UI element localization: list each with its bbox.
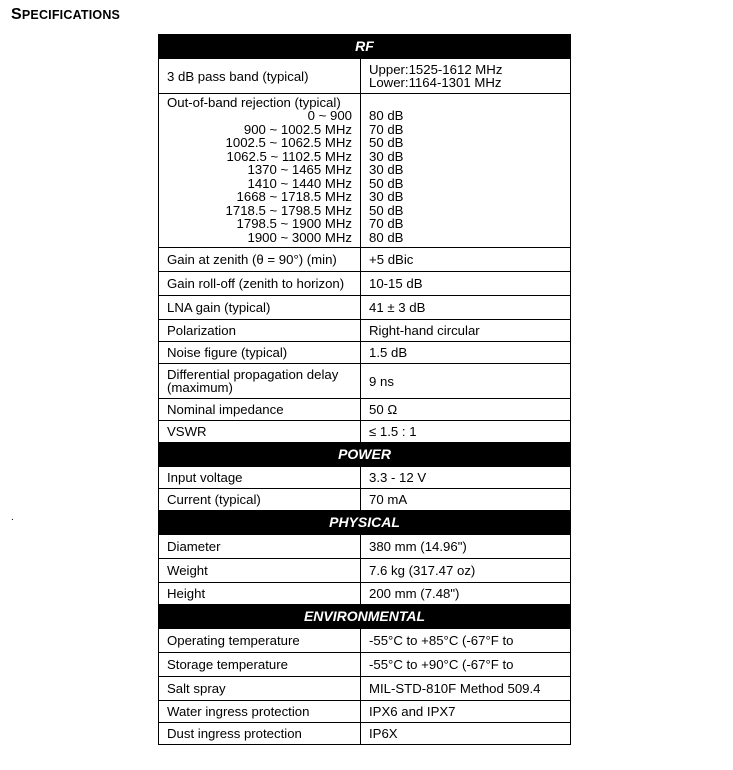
table-row xyxy=(159,559,571,583)
spec-value: MIL-STD-810F Method 509.4 xyxy=(361,677,571,701)
spec-label: Differential propagation delay (maximum) xyxy=(159,364,361,399)
table-row xyxy=(159,677,571,701)
page-title-rest: PECIFICATIONS xyxy=(21,8,121,22)
spec-value: 41 ± 3 dB xyxy=(361,296,571,320)
section-header-rf xyxy=(159,35,571,59)
rejection-values-cell xyxy=(361,94,571,248)
spec-value: IP6X xyxy=(361,723,571,745)
section-header-environmental xyxy=(159,605,571,629)
spec-label: Dust ingress protection xyxy=(159,723,361,745)
section-title-environmental: ENVIRONMENTAL xyxy=(159,605,571,629)
rejection-value: 30 dB xyxy=(369,148,404,164)
spec-label: Input voltage xyxy=(159,467,361,489)
table-row xyxy=(159,320,571,342)
spec-value: 1.5 dB xyxy=(361,342,571,364)
rejection-value: 30 dB xyxy=(369,162,404,177)
spec-value: 200 mm (7.48") xyxy=(361,583,571,605)
rejection-value: 70 dB xyxy=(369,216,404,231)
table-row xyxy=(159,364,571,399)
spec-label: LNA gain (typical) xyxy=(159,296,361,320)
rejection-ranges xyxy=(167,109,352,244)
rejection-label-cell xyxy=(159,94,361,248)
table-row xyxy=(159,489,571,511)
stray-mark: . xyxy=(11,512,14,523)
rejection-range: 1410 ~ 1440 MHz xyxy=(247,175,352,191)
rejection-range: 1370 ~ 1465 MHz xyxy=(247,162,352,177)
spec-value: 3.3 - 12 V xyxy=(361,467,571,489)
spec-label: Salt spray xyxy=(159,677,361,701)
pass-band-upper: Upper:1525-1612 MHz xyxy=(369,61,503,77)
spec-value: 70 mA xyxy=(361,489,571,511)
rejection-values xyxy=(369,109,562,244)
rejection-range: 1718.5 ~ 1798.5 MHz xyxy=(225,202,352,218)
spec-label: 3 dB pass band (typical) xyxy=(159,59,361,94)
rejection-label: Out-of-band rejection (typical) xyxy=(167,95,341,110)
rejection-range: 1062.5 ~ 1102.5 MHz xyxy=(226,148,352,164)
spec-value: 9 ns xyxy=(361,364,571,399)
section-title-rf: RF xyxy=(159,35,571,59)
table-row xyxy=(159,701,571,723)
section-header-power xyxy=(159,443,571,467)
table-row xyxy=(159,653,571,677)
table-row-rejection xyxy=(159,94,571,248)
spec-label: Height xyxy=(159,583,361,605)
spec-label: Weight xyxy=(159,559,361,583)
table-row xyxy=(159,296,571,320)
rejection-value: 50 dB xyxy=(369,135,404,150)
spec-value: -55°C to +90°C (-67°F to xyxy=(361,653,571,677)
spec-value: ≤ 1.5 : 1 xyxy=(361,421,571,443)
spec-label: Diameter xyxy=(159,535,361,559)
rejection-range: 1798.5 ~ 1900 MHz xyxy=(236,216,352,231)
table-row xyxy=(159,467,571,489)
spec-label: Current (typical) xyxy=(159,489,361,511)
spec-value: +5 dBic xyxy=(361,248,571,272)
rejection-value: 30 dB xyxy=(369,189,404,204)
rejection-value: 50 dB xyxy=(369,175,404,191)
rejection-value: 50 dB xyxy=(369,202,404,218)
rejection-value: 70 dB xyxy=(369,121,404,137)
table-row xyxy=(159,59,571,94)
spec-value: -55°C to +85°C (-67°F to xyxy=(361,629,571,653)
table-row xyxy=(159,399,571,421)
table-row xyxy=(159,272,571,296)
rejection-range: 1668 ~ 1718.5 MHz xyxy=(236,189,352,204)
spec-label: Gain at zenith (θ = 90°) (min) xyxy=(159,248,361,272)
section-title-physical: PHYSICAL xyxy=(159,511,571,535)
spec-value: 50 Ω xyxy=(361,399,571,421)
pass-band-lower: Lower:1164-1301 MHz xyxy=(369,75,502,90)
table-row xyxy=(159,723,571,745)
spec-value xyxy=(361,59,571,94)
spec-label: Polarization xyxy=(159,320,361,342)
spec-value: 7.6 kg (317.47 oz) xyxy=(361,559,571,583)
spec-label: Nominal impedance xyxy=(159,399,361,421)
spec-label: Water ingress protection xyxy=(159,701,361,723)
spec-label: VSWR xyxy=(159,421,361,443)
spec-value: 10-15 dB xyxy=(361,272,571,296)
table-row xyxy=(159,583,571,605)
rejection-range: 1002.5 ~ 1062.5 MHz xyxy=(225,135,352,150)
page-title xyxy=(11,6,120,24)
table-row xyxy=(159,535,571,559)
rejection-range: 1900 ~ 3000 MHz xyxy=(247,229,352,245)
spec-value: IPX6 and IPX7 xyxy=(361,701,571,723)
spec-label: Storage temperature xyxy=(159,653,361,677)
page-title-initial: S xyxy=(11,6,22,23)
spec-label: Gain roll-off (zenith to horizon) xyxy=(159,272,361,296)
spec-value: Right-hand circular xyxy=(361,320,571,342)
table-row xyxy=(159,629,571,653)
table-row xyxy=(159,248,571,272)
rejection-range: 900 ~ 1002.5 MHz xyxy=(243,121,352,137)
section-title-power: POWER xyxy=(159,443,571,467)
spec-value: 380 mm (14.96") xyxy=(361,535,571,559)
section-header-physical xyxy=(159,511,571,535)
spec-label: Noise figure (typical) xyxy=(159,342,361,364)
rejection-value: 80 dB xyxy=(369,229,404,245)
specifications-table xyxy=(158,34,571,745)
table-row xyxy=(159,342,571,364)
rejection-range: 0 ~ 900 xyxy=(307,108,352,123)
table-row xyxy=(159,421,571,443)
rejection-value: 80 dB xyxy=(369,108,404,123)
spec-label: Operating temperature xyxy=(159,629,361,653)
